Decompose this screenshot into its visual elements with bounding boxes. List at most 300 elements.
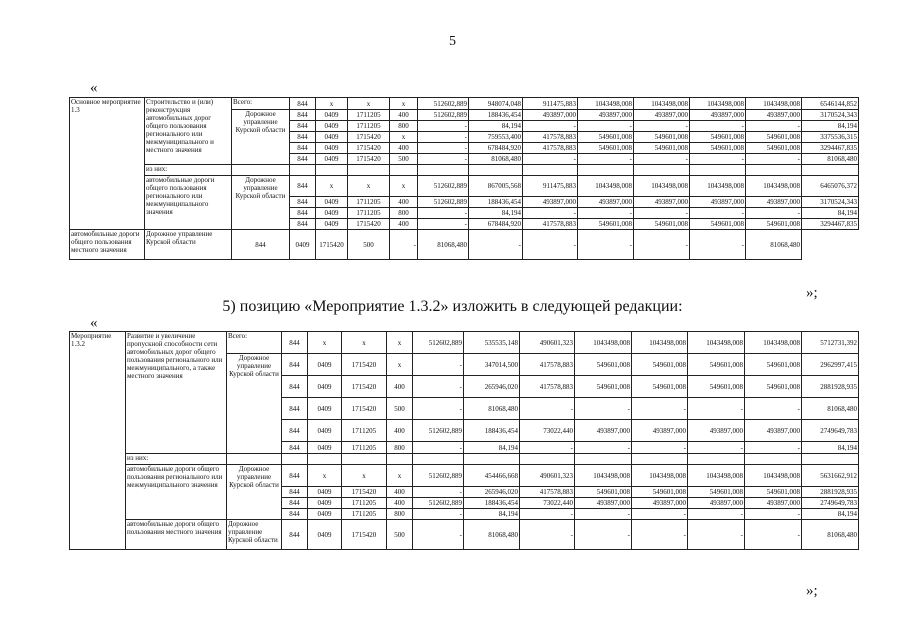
amount-cell: 81068,480: [802, 154, 859, 165]
empty-cell: [227, 454, 282, 465]
amount-cell: -: [520, 398, 575, 420]
amount-cell: 5712731,392: [802, 332, 859, 354]
amount-cell: 84,194: [469, 121, 523, 132]
code-cell: 0409: [316, 208, 348, 219]
amount-cell: 1043498,008: [634, 176, 690, 197]
cell-iz-nih: из них:: [126, 454, 227, 465]
amount-cell: 1043498,008: [632, 465, 688, 487]
amount-cell: 549601,008: [745, 354, 802, 376]
amount-cell: -: [575, 509, 632, 520]
amount-cell: 493897,000: [632, 420, 688, 442]
amount-cell: 678484,920: [469, 219, 523, 230]
code-cell: 844: [282, 398, 308, 420]
amount-cell: 867005,568: [469, 176, 523, 197]
amount-cell: 81068,480: [464, 398, 520, 420]
code-cell: 844: [282, 509, 308, 520]
empty-cell: [316, 165, 348, 176]
amount-cell: 2881928,935: [802, 487, 859, 498]
cell-vsego: Всего:: [227, 332, 282, 354]
amount-cell: 84,194: [802, 442, 859, 454]
amount-cell: 417578,883: [520, 376, 575, 398]
code-cell: 844: [290, 208, 316, 219]
amount-cell: -: [632, 520, 688, 550]
code-cell: 1715420: [342, 354, 387, 376]
code-cell: 844: [282, 354, 308, 376]
cell-label: Мероприятие 1.3.2: [70, 332, 126, 550]
code-cell: x: [342, 465, 387, 487]
amount-cell: 493897,000: [745, 498, 802, 509]
amount-cell: -: [413, 520, 464, 550]
amount-cell: -: [745, 509, 802, 520]
code-cell: 400: [387, 376, 413, 398]
empty-cell: [688, 454, 745, 465]
table-row: [70, 176, 859, 197]
amount-cell: 454466,668: [464, 465, 520, 487]
amount-cell: 81068,480: [802, 398, 859, 420]
amount-cell: 1043498,008: [690, 98, 746, 110]
amount-cell: -: [578, 208, 634, 219]
code-cell: 1715420: [348, 143, 390, 154]
amount-cell: 1043498,008: [634, 98, 690, 110]
amount-cell: -: [688, 509, 745, 520]
amount-cell: 2962997,415: [802, 354, 859, 376]
amount-cell: -: [520, 442, 575, 454]
amount-cell: -: [745, 398, 802, 420]
cell-sub2-desc: автомобильные дороги общего пользования местного значения: [126, 520, 227, 550]
code-cell: 844: [290, 143, 316, 154]
cell-sub1-desc: автомобильные дороги общего пользования регионального или межмуниципального значения: [145, 176, 232, 230]
amount-cell: -: [690, 154, 746, 165]
code-cell: 1715420: [342, 376, 387, 398]
code-cell: 0409: [316, 143, 348, 154]
amount-cell: -: [688, 442, 745, 454]
code-cell: 0409: [308, 376, 342, 398]
amount-cell: -: [469, 230, 523, 260]
empty-cell: [418, 165, 469, 176]
amount-cell: 417578,883: [523, 219, 578, 230]
empty-cell: [413, 454, 464, 465]
amount-cell: 1043498,008: [688, 465, 745, 487]
amount-cell: 3294467,835: [802, 143, 859, 154]
amount-cell: 549601,008: [632, 376, 688, 398]
close-quote-2: »;: [806, 583, 818, 599]
amount-cell: 512602,889: [418, 98, 469, 110]
amount-cell: 1043498,008: [690, 176, 746, 197]
code-cell: 844: [232, 230, 290, 260]
amount-cell: -: [523, 154, 578, 165]
amount-cell: -: [690, 208, 746, 219]
code-cell: 1715420: [348, 219, 390, 230]
amount-cell: -: [523, 208, 578, 219]
amount-cell: -: [578, 154, 634, 165]
cell-iz-nih: из них:: [145, 165, 232, 176]
amount-cell: 549601,008: [575, 376, 632, 398]
amount-cell: 84,194: [464, 442, 520, 454]
amount-cell: 549601,008: [575, 487, 632, 498]
table-row: [70, 230, 859, 260]
code-cell: 844: [282, 520, 308, 550]
code-cell: x: [342, 332, 387, 354]
amount-cell: 81068,480: [802, 520, 859, 550]
amount-cell: 1043498,008: [578, 98, 634, 110]
amount-cell: 6465076,372: [802, 176, 859, 197]
code-cell: 844: [290, 154, 316, 165]
amount-cell: -: [745, 442, 802, 454]
amount-cell: 3170524,343: [802, 197, 859, 208]
empty-cell: [282, 454, 308, 465]
code-cell: 800: [390, 208, 418, 219]
code-cell: 1711205: [342, 509, 387, 520]
amount-cell: -: [520, 509, 575, 520]
empty-cell: [387, 454, 413, 465]
amount-cell: 493897,000: [575, 498, 632, 509]
section-heading: 5) позицию «Мероприятие 1.3.2» изложить в следующей редакции:: [222, 298, 683, 315]
amount-cell: -: [632, 509, 688, 520]
empty-cell: [746, 165, 802, 176]
code-cell: 0409: [316, 197, 348, 208]
code-cell: 0409: [316, 132, 348, 143]
empty-cell: [520, 454, 575, 465]
code-cell: x: [387, 332, 413, 354]
open-quote-2: «: [90, 315, 98, 331]
amount-cell: 493897,000: [523, 110, 578, 121]
amount-cell: -: [523, 121, 578, 132]
code-cell: 400: [387, 487, 413, 498]
code-cell: x: [316, 176, 348, 197]
amount-cell: 417578,883: [523, 132, 578, 143]
amount-cell: 549601,008: [634, 143, 690, 154]
cell-sub2-org: Дорожное управление Курской области: [227, 520, 282, 550]
empty-cell: [464, 454, 520, 465]
code-cell: 1711205: [348, 197, 390, 208]
empty-cell: [232, 165, 290, 176]
code-cell: 500: [387, 398, 413, 420]
amount-cell: 493897,000: [578, 110, 634, 121]
amount-cell: 911475,883: [523, 98, 578, 110]
code-cell: 844: [290, 197, 316, 208]
amount-cell: 417578,883: [520, 354, 575, 376]
code-cell: 1715420: [348, 132, 390, 143]
code-cell: 1711205: [342, 442, 387, 454]
close-quote-1: »;: [806, 285, 818, 301]
code-cell: 1715420: [348, 154, 390, 165]
amount-cell: 549601,008: [746, 219, 802, 230]
table-row: [70, 520, 859, 550]
amount-cell: 2749649,783: [802, 498, 859, 509]
code-cell: x: [390, 132, 418, 143]
amount-cell: 549601,008: [578, 132, 634, 143]
amount-cell: 84,194: [464, 509, 520, 520]
amount-cell: -: [690, 230, 746, 260]
amount-cell: 3170524,343: [802, 110, 859, 121]
amount-cell: 493897,000: [688, 498, 745, 509]
cell-sub1-org: Дорожное управление Курской области: [232, 176, 290, 230]
code-cell: 500: [348, 230, 390, 260]
amount-cell: 84,194: [802, 509, 859, 520]
amount-cell: 493897,000: [523, 197, 578, 208]
table-row: [70, 332, 859, 354]
amount-cell: -: [578, 121, 634, 132]
amount-cell: 6546144,852: [802, 98, 859, 110]
amount-cell: 188436,454: [464, 420, 520, 442]
table-row: [70, 454, 859, 465]
empty-cell: [308, 454, 342, 465]
amount-cell: -: [634, 121, 690, 132]
code-cell: x: [387, 354, 413, 376]
code-cell: x: [348, 176, 390, 197]
amount-cell: -: [746, 154, 802, 165]
amount-cell: -: [575, 442, 632, 454]
amount-cell: 549601,008: [632, 487, 688, 498]
amount-cell: -: [575, 520, 632, 550]
amount-cell: 493897,000: [688, 420, 745, 442]
amount-cell: 73022,440: [520, 498, 575, 509]
cell-sub2-org: Дорожное управление Курской области: [145, 230, 232, 260]
amount-cell: 535535,148: [464, 332, 520, 354]
amount-cell: 493897,000: [634, 110, 690, 121]
empty-cell: [348, 165, 390, 176]
empty-cell: [390, 165, 418, 176]
amount-cell: 2881928,935: [802, 376, 859, 398]
code-cell: 844: [290, 98, 316, 110]
code-cell: 844: [290, 110, 316, 121]
amount-cell: -: [413, 354, 464, 376]
code-cell: 0409: [308, 520, 342, 550]
amount-cell: -: [634, 208, 690, 219]
cell-sub2-desc: автомобильные дороги общего пользования местного значения: [70, 230, 145, 260]
amount-cell: -: [632, 398, 688, 420]
amount-cell: 549601,008: [690, 143, 746, 154]
amount-cell: 512602,889: [418, 110, 469, 121]
amount-cell: 493897,000: [690, 197, 746, 208]
amount-cell: -: [688, 398, 745, 420]
empty-cell: [634, 165, 690, 176]
amount-cell: 512602,889: [418, 197, 469, 208]
amount-cell: 1043498,008: [688, 332, 745, 354]
amount-cell: -: [746, 121, 802, 132]
empty-cell: [575, 454, 632, 465]
amount-cell: -: [418, 132, 469, 143]
amount-cell: 512602,889: [413, 498, 464, 509]
table-row: [70, 465, 859, 487]
code-cell: 0409: [316, 219, 348, 230]
amount-cell: 549601,008: [690, 219, 746, 230]
table-row: [70, 98, 859, 110]
amount-cell: 549601,008: [745, 376, 802, 398]
amount-cell: 81068,480: [464, 520, 520, 550]
amount-cell: 188436,454: [464, 498, 520, 509]
amount-cell: 493897,000: [575, 420, 632, 442]
amount-cell: 3375536,315: [802, 132, 859, 143]
amount-cell: -: [632, 442, 688, 454]
amount-cell: 549601,008: [634, 219, 690, 230]
amount-cell: 1043498,008: [745, 465, 802, 487]
empty-cell: [578, 165, 634, 176]
code-cell: 800: [390, 121, 418, 132]
code-cell: 844: [290, 219, 316, 230]
page-number: 5: [449, 34, 456, 49]
amount-cell: 347014,500: [464, 354, 520, 376]
code-cell: 800: [387, 509, 413, 520]
amount-cell: 549601,008: [745, 487, 802, 498]
empty-cell: [632, 454, 688, 465]
amount-cell: -: [746, 208, 802, 219]
code-cell: 1715420: [342, 520, 387, 550]
amount-cell: 84,194: [802, 208, 859, 219]
amount-cell: 549601,008: [746, 132, 802, 143]
amount-cell: -: [413, 487, 464, 498]
amount-cell: 1043498,008: [575, 332, 632, 354]
amount-cell: -: [578, 230, 634, 260]
code-cell: 0409: [308, 487, 342, 498]
amount-cell: 81068,480: [469, 154, 523, 165]
amount-cell: -: [418, 154, 469, 165]
code-cell: 400: [390, 197, 418, 208]
code-cell: 0409: [308, 442, 342, 454]
amount-cell: -: [413, 509, 464, 520]
amount-cell: 493897,000: [746, 110, 802, 121]
code-cell: 844: [282, 498, 308, 509]
code-cell: 800: [387, 442, 413, 454]
amount-cell: 493897,000: [690, 110, 746, 121]
empty-cell: [802, 165, 859, 176]
amount-cell: -: [520, 520, 575, 550]
amount-cell: 265946,020: [464, 487, 520, 498]
amount-cell: 549601,008: [688, 354, 745, 376]
amount-cell: 490601,323: [520, 465, 575, 487]
code-cell: 844: [290, 176, 316, 197]
amount-cell: -: [418, 143, 469, 154]
code-cell: 0409: [308, 420, 342, 442]
amount-cell: 759553,400: [469, 132, 523, 143]
amount-cell: 1043498,008: [746, 98, 802, 110]
amount-cell: 265946,020: [464, 376, 520, 398]
code-cell: 0409: [308, 509, 342, 520]
code-cell: 500: [390, 154, 418, 165]
amount-cell: 549601,008: [578, 143, 634, 154]
amount-cell: -: [418, 208, 469, 219]
code-cell: x: [390, 98, 418, 110]
code-cell: 0409: [316, 110, 348, 121]
cell-desc: Развитие и увеличение пропускной способности сети автомобильных дорог общего пользования регионального или межмуниципального, а также местного значения: [126, 332, 227, 454]
code-cell: x: [387, 465, 413, 487]
amount-cell: 1043498,008: [745, 332, 802, 354]
amount-cell: 1043498,008: [746, 176, 802, 197]
amount-cell: 493897,000: [578, 197, 634, 208]
amount-cell: 911475,883: [523, 176, 578, 197]
funding-table-2: [69, 331, 859, 550]
amount-cell: 493897,000: [632, 498, 688, 509]
amount-cell: 1043498,008: [578, 176, 634, 197]
amount-cell: 84,194: [802, 121, 859, 132]
code-cell: 0409: [308, 498, 342, 509]
code-cell: 844: [282, 442, 308, 454]
amount-cell: 1043498,008: [575, 465, 632, 487]
code-cell: 1711205: [348, 208, 390, 219]
amount-cell: 549601,008: [632, 354, 688, 376]
code-cell: 400: [390, 143, 418, 154]
amount-cell: 81068,480: [746, 230, 802, 260]
amount-cell: 549601,008: [688, 376, 745, 398]
amount-cell: 417578,883: [523, 143, 578, 154]
amount-cell: 493897,000: [745, 420, 802, 442]
amount-cell: 512602,889: [413, 420, 464, 442]
empty-cell: [745, 454, 802, 465]
code-cell: x: [316, 98, 348, 110]
amount-cell: 3294467,835: [802, 219, 859, 230]
amount-cell: 188436,454: [469, 110, 523, 121]
code-cell: 0409: [316, 121, 348, 132]
amount-cell: -: [688, 520, 745, 550]
funding-table-1: [69, 97, 859, 260]
empty-cell: [802, 454, 859, 465]
code-cell: 1715420: [316, 230, 348, 260]
code-cell: 844: [282, 465, 308, 487]
amount-cell: 549601,008: [634, 132, 690, 143]
amount-cell: -: [634, 154, 690, 165]
cell-sub1-desc: автомобильные дороги общего пользования регионального или межмуниципального значения: [126, 465, 227, 520]
code-cell: 844: [282, 332, 308, 354]
amount-cell: 549601,008: [575, 354, 632, 376]
code-cell: x: [390, 176, 418, 197]
empty-cell: [690, 165, 746, 176]
code-cell: 0409: [308, 398, 342, 420]
code-cell: 1711205: [348, 121, 390, 132]
cell-label: Основное мероприятие 1.3: [70, 98, 145, 230]
amount-cell: -: [413, 398, 464, 420]
amount-cell: 493897,000: [746, 197, 802, 208]
code-cell: 400: [387, 420, 413, 442]
amount-cell: -: [418, 219, 469, 230]
amount-cell: 512602,889: [418, 176, 469, 197]
cell-sub1-org: Дорожное управление Курской области: [227, 465, 282, 520]
amount-cell: 493897,000: [634, 197, 690, 208]
code-cell: x: [348, 98, 390, 110]
amount-cell: -: [690, 121, 746, 132]
code-cell: 1711205: [342, 498, 387, 509]
cell-desc: Строительство и (или) реконструкция автомобильных дорог общего пользования регионального или межмуниципального и местного значения: [145, 98, 232, 165]
code-cell: x: [308, 465, 342, 487]
code-cell: 1711205: [348, 110, 390, 121]
amount-cell: 84,194: [469, 208, 523, 219]
amount-cell: -: [413, 376, 464, 398]
table-row: [70, 165, 859, 176]
code-cell: 844: [290, 132, 316, 143]
amount-cell: 948074,048: [469, 98, 523, 110]
code-cell: 1715420: [342, 487, 387, 498]
amount-cell: 549601,008: [690, 132, 746, 143]
amount-cell: -: [390, 230, 418, 260]
amount-cell: -: [745, 520, 802, 550]
amount-cell: 549601,008: [578, 219, 634, 230]
cell-org: Дорожное управление Курской области: [227, 354, 282, 454]
amount-cell: 81068,480: [418, 230, 469, 260]
amount-cell: 512602,889: [413, 465, 464, 487]
amount-cell: 73022,440: [520, 420, 575, 442]
empty-cell: [523, 165, 578, 176]
amount-cell: 1043498,008: [632, 332, 688, 354]
open-quote-1: «: [90, 80, 98, 96]
amount-cell: -: [634, 230, 690, 260]
code-cell: 400: [390, 219, 418, 230]
code-cell: 844: [282, 420, 308, 442]
amount-cell: 417578,883: [520, 487, 575, 498]
amount-cell: -: [523, 230, 578, 260]
amount-cell: -: [575, 398, 632, 420]
amount-cell: 512602,889: [413, 332, 464, 354]
code-cell: 400: [387, 498, 413, 509]
empty-cell: [342, 454, 387, 465]
